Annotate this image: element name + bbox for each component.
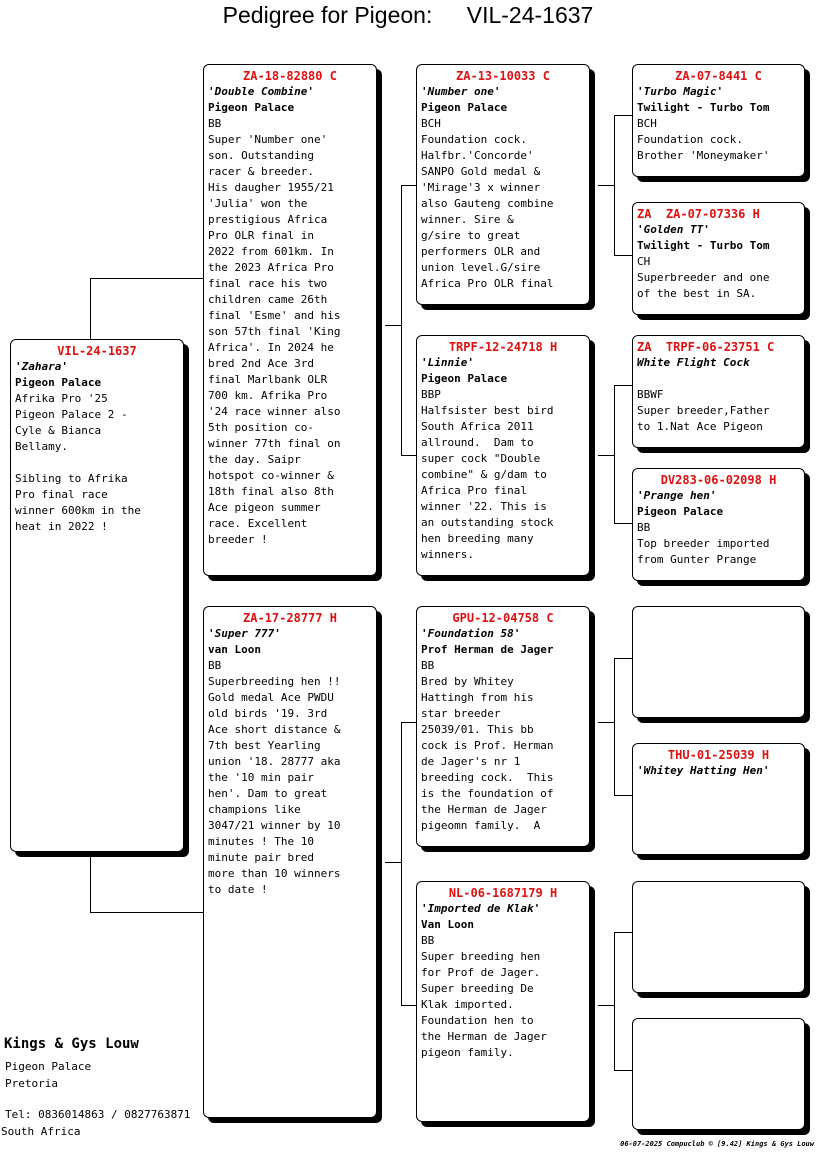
dss-card[interactable] [632, 606, 805, 718]
ring-number: ZA-17-28777 H [243, 611, 337, 625]
connector-line [401, 1005, 416, 1006]
pigeon-name: 'Foundation 58' [421, 627, 521, 640]
sdd-card[interactable] [632, 468, 805, 581]
ring-number: ZA ZA-07-07336 H [637, 207, 760, 221]
dsd-card[interactable] [632, 743, 805, 855]
breeder: Pigeon Palace [15, 376, 102, 389]
color: BBWF [637, 388, 664, 401]
ring-number: NL-06-1687179 H [448, 886, 558, 900]
pigeon-name: 'Whitey Hatting Hen' [637, 764, 770, 777]
ring-number: VIL-24-1637 [57, 344, 137, 358]
sire-sire-card[interactable] [416, 64, 590, 305]
dam-sire-card[interactable] [416, 606, 590, 847]
breeder: Prof Herman de Jager [421, 643, 554, 656]
connector-line [614, 932, 615, 1070]
connector-line [614, 1070, 632, 1071]
connector-line [385, 862, 402, 863]
sire-card[interactable] [203, 64, 377, 576]
dds-card[interactable] [632, 881, 805, 993]
ring-number: ZA-07-8441 C [675, 69, 762, 83]
breeder: Pigeon Palace [637, 505, 724, 518]
color: BCH [421, 117, 441, 130]
description: Foundation cock. Brother 'Moneymaker' [637, 133, 770, 162]
color: BBP [421, 388, 441, 401]
ring-number: DV283-06-02098 H [660, 473, 777, 487]
connector-line [614, 385, 615, 523]
ring-number: ZA-13-10033 C [456, 69, 550, 83]
sire-dam-card[interactable] [416, 335, 590, 576]
connector-line [614, 658, 615, 795]
connector-line [614, 115, 615, 255]
dam-dam-card[interactable] [416, 881, 590, 1122]
connector-line [614, 658, 632, 659]
connector-line [598, 455, 615, 456]
title-label: Pedigree for Pigeon: [222, 2, 433, 28]
connector-line [401, 722, 416, 723]
color: BB [421, 659, 435, 672]
pigeon-name: 'Linnie' [421, 356, 474, 369]
breeder: Van Loon [421, 918, 474, 931]
description: Super 'Number one' son. Outstanding racer & breeder. His daugher 1955/21 'Julia' won the prestigious Africa Pro OLR final in 2022 from 601km. In the 2023 Africa Pro final race his two children came 26th final 'Esme' and his son 57th final 'King Africa'. In 2024 he bred 2nd Ace 3rd final Marlbank OLR 700 km. Afrika Pro '24 race winner also 5th position co- winner 77th final on the day. Saipr hotspot co-winner & 18th final also 8th Ace pigeon summer race. Excellent breeder ! [208, 133, 341, 546]
connector-line [598, 185, 615, 186]
pigeon-name: 'Imported de Klak' [421, 902, 541, 915]
description: Superbreeder and one of the best in SA. [637, 271, 770, 300]
pigeon-name: 'Number one' [421, 85, 501, 98]
color: BB [208, 117, 222, 130]
description: Foundation cock. Halfbr.'Concorde' SANPO Gold medal & 'Mirage'3 x winner also Gauteng combine winner. Sire & g/sire to great performers OLR and union level.G/sire Africa Pro OLR final [421, 133, 554, 290]
description: Super breeder,Father to 1.Nat Ace Pigeon [637, 404, 770, 433]
owner-tel: Tel: 0836014863 / 0827763871 [5, 1108, 191, 1121]
owner-country: South Africa [1, 1125, 81, 1138]
owner-line1: Pigeon Palace [5, 1060, 92, 1073]
connector-line [401, 455, 416, 456]
breeder: Pigeon Palace [421, 101, 508, 114]
sss-card[interactable] [632, 64, 805, 177]
description: Superbreeding hen !! Gold medal Ace PWDU old birds '19. 3rd Ace short distance & 7th best Yearling union '18. 28777 aka the '10 min pair hen'. Dam to great champions like 3047/21 winner by 10 minutes ! The 10 minute pair bred more than 10 winners to date ! [208, 675, 341, 896]
ring-number: ZA-18-82880 C [243, 69, 337, 83]
connector-line [598, 722, 615, 723]
pigeon-name: White Flight Cock [637, 356, 750, 369]
breeder: Pigeon Palace [208, 101, 295, 114]
pigeon-name: 'Golden TT' [637, 223, 710, 236]
footer-credit: 06-07-2025 Compuclub © [9.42] Kings & Gys Louw [620, 1140, 814, 1148]
page-title [0, 2, 816, 29]
connector-line [385, 325, 402, 326]
ring-number: THU-01-25039 H [667, 748, 770, 762]
connector-line [598, 1005, 615, 1006]
connector-line [614, 795, 632, 796]
connector-line [401, 185, 402, 455]
breeder [637, 371, 800, 387]
breeder: Twilight - Turbo Tom [637, 239, 770, 252]
breeder: Twilight - Turbo Tom [637, 101, 770, 114]
subject-card[interactable] [10, 339, 184, 852]
color: BB [637, 521, 651, 534]
description: Halfsister best bird South Africa 2011 allround. Dam to super cock "Double combine" & g/dam to Africa Pro final winner '22. This is an outstanding stock hen breeding many winners. [421, 404, 554, 561]
pigeon-name: 'Super 777' [208, 627, 281, 640]
ring-number: ZA TRPF-06-23751 C [637, 340, 775, 354]
connector-line [401, 185, 416, 186]
pigeon-name: 'Zahara' [15, 360, 68, 373]
title-ring: VIL-24-1637 [466, 2, 594, 28]
owner-line2: Pretoria [5, 1077, 58, 1090]
color: BB [421, 934, 435, 947]
sds-card[interactable] [632, 335, 805, 448]
connector-line [614, 523, 632, 524]
connector-line [401, 722, 402, 1005]
ring-number: TRPF-12-24718 H [448, 340, 558, 354]
description: Super breeding hen for Prof de Jager. Super breeding De Klak imported. Foundation hen to the Herman de Jager pigeon family. [421, 950, 547, 1059]
connector-line [90, 912, 203, 913]
pigeon-name: 'Prange hen' [637, 489, 717, 502]
description: Top breeder imported from Gunter Prange [637, 537, 770, 566]
description: Afrika Pro '25 Pigeon Palace 2 - Cyle & Bianca Bellamy. Sibling to Afrika Pro final race winner 600km in the heat in 2022 ! [15, 392, 141, 533]
dam-card[interactable] [203, 606, 377, 1118]
connector-line [614, 932, 632, 933]
connector-line [90, 852, 91, 912]
connector-line [614, 385, 632, 386]
description: Bred by Whitey Hattingh from his star breeder 25039/01. This bb cock is Prof. Herman de Jager's nr 1 breeding cock. This is the foundation of the Herman de Jager pigeomn family. A [421, 675, 554, 832]
owner-name: Kings & Gys Louw [4, 1036, 139, 1052]
ssd-card[interactable] [632, 202, 805, 315]
breeder: Pigeon Palace [421, 372, 508, 385]
pigeon-name: 'Double Combine' [208, 85, 314, 98]
pigeon-name: 'Turbo Magic' [637, 85, 724, 98]
color: BCH [637, 117, 657, 130]
connector-line [90, 278, 203, 279]
color: CH [637, 255, 651, 268]
connector-line [614, 255, 632, 256]
connector-line [90, 278, 91, 340]
breeder: van Loon [208, 643, 261, 656]
ring-number: GPU-12-04758 C [452, 611, 554, 625]
ddd-card[interactable] [632, 1018, 805, 1130]
color: BB [208, 659, 222, 672]
connector-line [614, 115, 632, 116]
